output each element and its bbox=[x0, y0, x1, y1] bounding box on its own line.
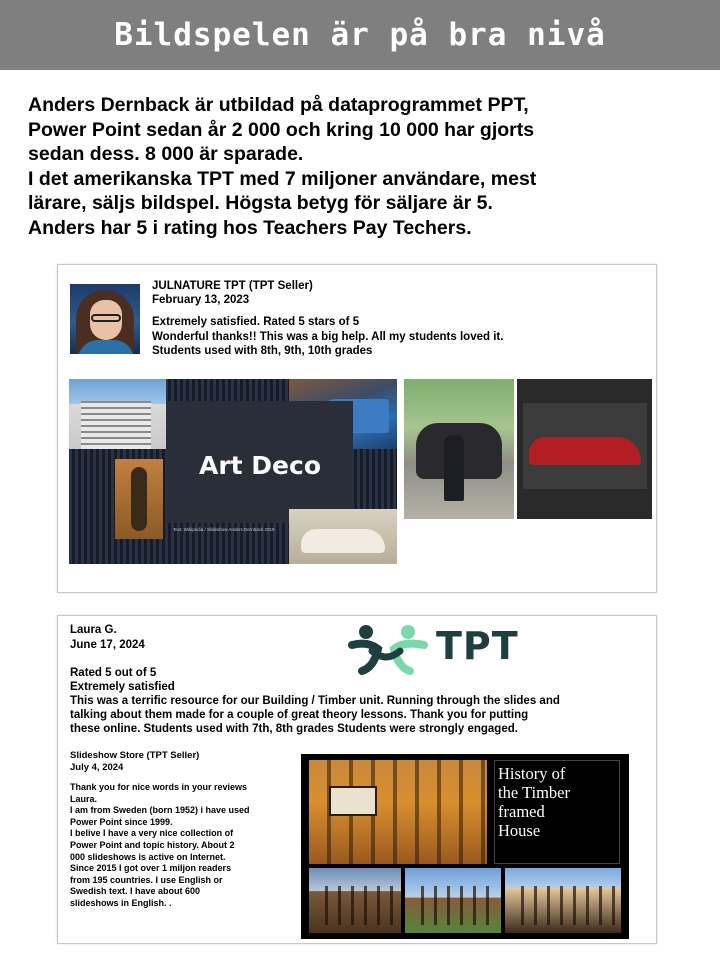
seller-line: Thank you for nice words in your reviews bbox=[70, 782, 248, 792]
review-card-julnature bbox=[57, 264, 657, 593]
vintage-car-woman-photo bbox=[404, 379, 514, 519]
intro-line: sedan dess. 8 000 är sparade. bbox=[28, 143, 304, 165]
seller-line: from 195 countries. I use English or bbox=[70, 874, 223, 885]
review-header bbox=[152, 279, 313, 307]
review-line: Wonderful thanks!! This was a big help. All my students loved it. bbox=[152, 330, 504, 343]
review-line: Students used with 8th, 9th, 10th grades bbox=[152, 345, 373, 357]
review-line: Extremely satisfied. Rated 5 stars of 5 bbox=[152, 316, 360, 328]
red-art-deco-car-photo bbox=[517, 379, 652, 519]
vintage-car-photo bbox=[289, 509, 397, 564]
review-rating bbox=[70, 666, 175, 694]
tpt-logo-text: TPT bbox=[436, 624, 519, 668]
intro-line: lärare, säljs bildspel. Högsta betyg för säljare är 5. bbox=[28, 192, 493, 214]
review-header bbox=[70, 623, 145, 652]
seller-line: I am from Sweden (born 1952) i have used bbox=[70, 805, 250, 816]
review-card-laura bbox=[57, 615, 657, 944]
review-date: June 17, 2024 bbox=[70, 638, 145, 651]
reviewer-avatar bbox=[70, 284, 140, 354]
review-text bbox=[152, 315, 503, 359]
building-photo bbox=[69, 379, 166, 449]
seller-line: I belive I have a very nice collection of bbox=[70, 828, 234, 839]
slide-title: Art Deco bbox=[198, 451, 322, 480]
timber-house-photo-small bbox=[309, 868, 401, 933]
seller-reply-header bbox=[70, 750, 199, 774]
seller-line: 000 slideshows is active on Internet. bbox=[70, 851, 226, 862]
review-author: Laura G. bbox=[70, 624, 117, 636]
seller-date: July 4, 2024 bbox=[70, 762, 124, 773]
review-text bbox=[70, 694, 650, 736]
timber-title-line: framed bbox=[498, 802, 545, 821]
intro-line: Anders Dernback är utbildad på dataprogrammet PPT, bbox=[28, 94, 529, 116]
art-deco-slide-image bbox=[69, 379, 397, 564]
intro-line: Power Point sedan år 2 000 och kring 10 000 har gjorts bbox=[28, 118, 535, 141]
timber-house-slide-image bbox=[301, 754, 629, 939]
review-line: these online. Students used with 7th, 8th grades Students were strongly engaged. bbox=[70, 723, 518, 735]
seller-reply-text bbox=[70, 782, 295, 910]
seller-line: Laura. bbox=[70, 793, 98, 804]
satisfaction-text: Extremely satisfied bbox=[70, 681, 175, 693]
seller-line: slideshows in English. . bbox=[70, 897, 172, 908]
review-line: talking about them made for a couple of great theory lessons. Thank you for putting bbox=[70, 709, 529, 721]
timber-title-line: House bbox=[498, 821, 541, 840]
intro-line: Anders har 5 i rating hos Teachers Pay Techers. bbox=[28, 216, 472, 239]
statue-photo bbox=[115, 459, 163, 539]
intro-line: I det amerikanska TPT med 7 miljoner användare, mest bbox=[28, 167, 537, 190]
timber-title-line: the Timber bbox=[498, 783, 570, 802]
seller-line: Swedish text. I have about 600 bbox=[70, 886, 201, 897]
intro-text bbox=[28, 93, 708, 240]
title-bar bbox=[0, 0, 720, 70]
page-title: Bildspelen är på bra nivå bbox=[114, 17, 606, 53]
slide-caption: Text: Wikipedia / Slideshow Anders Dernback 2019 bbox=[173, 527, 275, 532]
timber-house-photo-small bbox=[405, 868, 501, 933]
review-date: February 13, 2023 bbox=[152, 294, 250, 306]
review-author: JULNATURE TPT (TPT Seller) bbox=[152, 280, 313, 292]
seller-line: Power Point and topic history. About 2 bbox=[70, 839, 235, 850]
timber-house-photo bbox=[309, 760, 487, 864]
timber-slide-title bbox=[494, 760, 620, 864]
seller-line: Power Point since 1999. bbox=[70, 816, 173, 827]
seller-line: Since 2015 I got over 1 miljon readers bbox=[70, 863, 232, 874]
review-line: This was a terrific resource for our Building / Timber unit. Running through the slides and bbox=[70, 695, 560, 707]
seller-author: Slideshow Store (TPT Seller) bbox=[70, 750, 200, 761]
timber-title-line: History of bbox=[498, 764, 566, 783]
rating-text: Rated 5 out of 5 bbox=[70, 667, 157, 679]
timber-house-photo-small bbox=[505, 868, 621, 933]
